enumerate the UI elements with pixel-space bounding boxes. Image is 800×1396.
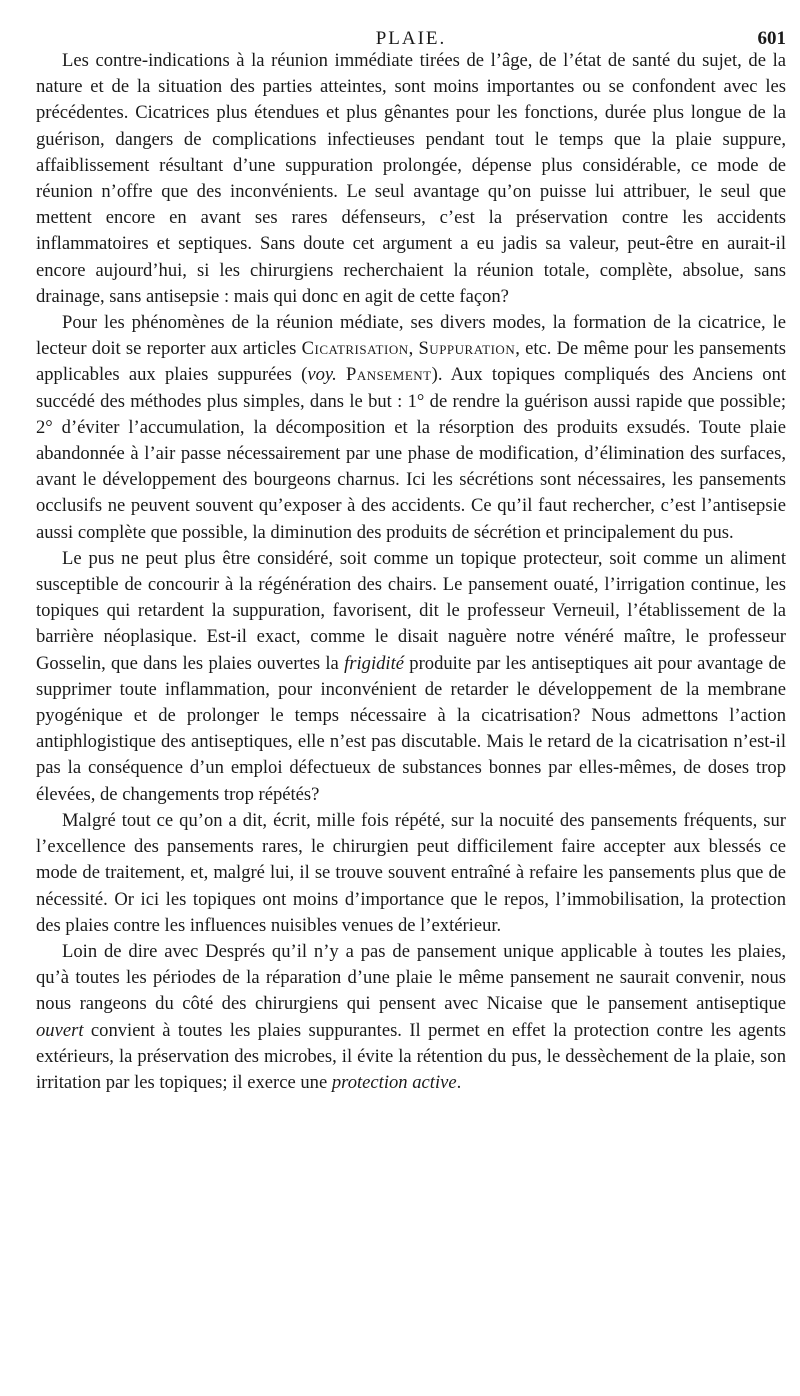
- small-caps-term: Suppuration: [418, 338, 516, 360]
- paragraph: [36, 546, 786, 808]
- small-caps-term: Pansement: [346, 364, 432, 386]
- text-run: .: [456, 1071, 462, 1093]
- paragraph: [36, 48, 786, 310]
- text-run: Malgré tout ce qu’on a dit, écrit, mille fois répété, sur la nocuité des pansements fréquents, sur l’excellence des pansements rares, le chirurgien peut difficilement faire accepter aux blessés ce mode de traitement, et, malgré lui, il se trouve souvent entraîné à refaire les pansements plus que de nécessité. Or ici les topiques ont moins d’importance que le repos, l’immobilisation, la protection des plaies contre les influences nuisibles venues de l’extérieur.: [36, 809, 786, 936]
- text-run: Pour les phénomènes de la réunion médiate, ses divers modes, la formation de la cicatrice, le lecteur doit se reporter aux articles: [36, 312, 786, 360]
- text-run: Le pus ne peut plus être considéré, soit comme un topique protecteur, soit comme un aliment susceptible de concourir à la régénération des chairs. Le pansement ouaté, l’irrigation continue, les topiques qui retardent la suppuration, favorisent, dit le professeur Verneuil, l’établissement de la barrière néoplasique. Est-il exact, comme le disait naguère notre vénéré maître, le professeur Gosselin, que dans les plaies ouvertes la: [36, 547, 786, 674]
- italic-term: frigidité: [344, 652, 404, 674]
- paragraph: [36, 310, 786, 546]
- paragraph: [36, 939, 786, 1096]
- italic-term: ouvert: [36, 1019, 84, 1041]
- text-run: produite par les antiseptiques ait pour avantage de supprimer toute inflammation, pour inconvénient de retarder le développement de la membrane pyogénique et de prolonger le temps nécessaire à la cicatrisation? Nous admettons l’action antiphlogistique des antiseptiques, elle n’est pas discutable. Mais le retard de la cicatrisation n’est-il pas la conséquence d’un emploi défectueux de substances bonnes par elles-mêmes, de doses trop élevées, de changements trop répétés?: [36, 652, 786, 805]
- paragraph: [36, 808, 786, 939]
- text-run: ). Aux topiques compliqués des Anciens ont succédé des méthodes plus simples, dans le but : 1° de rendre la guérison aussi rapide que possible; 2° d’éviter l’accumulation, la décomposition et la résorption des produits exsudés. Toute plaie abandonnée à l’air passe nécessairement par une phase de modification, d’élimination des surfaces, avant le développement des bourgeons charnus. Ici les sécrétions sont nécessaires, les pansements occlusifs ne peuvent souvent qu’exposer à des accidents. Ce qu’il faut rechercher, c’est l’antisepsie aussi complète que possible, la diminution des produits de sécrétion et principalement du pus.: [36, 364, 787, 543]
- text-run: Les contre-indications à la réunion immédiate tirées de l’âge, de l’état de santé du sujet, de la nature et de la situation des parties atteintes, sont moins importantes ou se confondent avec les précédentes. Cicatrices plus étendues et plus gênantes pour les fonctions, durée plus longue de la guérison, dangers de complications infectieuses pendant tout le temps que la plaie suppure, affaiblissement résultant d’une suppuration prolongée, dépense plus considérable, ce mode de réunion n’offre que des inconvénients. Le seul avantage qu’on puisse lui attribuer, le seul que mettent encore en avant ses rares défenseurs, c’est la préservation contre les accidents inflammatoires et septiques. Sans doute cet argument a eu jadis sa valeur, peut-être en aurait-il encore aujourd’hui, si les chirurgiens recherchaient la réunion totale, complète, absolue, sans drainage, sans antisepsie : mais qui donc en agit de cette façon?: [36, 50, 786, 307]
- text-run: Loin de dire avec Després qu’il n’y a pas de pansement unique applicable à toutes les plaies, qu’à toutes les périodes de la réparation d’une plaie le même pansement ne saurait convenir, nous nous rangeons du côté des chirurgiens qui pensent avec Nicaise que le pansement antiseptique: [36, 940, 786, 1015]
- italic-term: protection active: [331, 1071, 457, 1093]
- page-number: 601: [757, 28, 786, 49]
- text-run: [337, 364, 346, 385]
- page-header: [36, 0, 786, 48]
- italic-term: voy.: [307, 364, 337, 386]
- text-run: , etc. De même pour les pansements applicables aux plaies suppurées (: [36, 338, 787, 386]
- text-run: convient à toutes les plaies suppurantes. Il permet en effet la protection contre les agents extérieurs, la préservation des microbes, il évite la rétention du pus, le dessèchement de la plaie, son irritation par les topiques; il exerce une: [36, 1019, 786, 1093]
- running-title: PLAIE.: [375, 28, 447, 49]
- small-caps-term: Cicatrisation: [301, 338, 409, 360]
- text-run: ,: [408, 338, 419, 360]
- body-text: [36, 48, 786, 1096]
